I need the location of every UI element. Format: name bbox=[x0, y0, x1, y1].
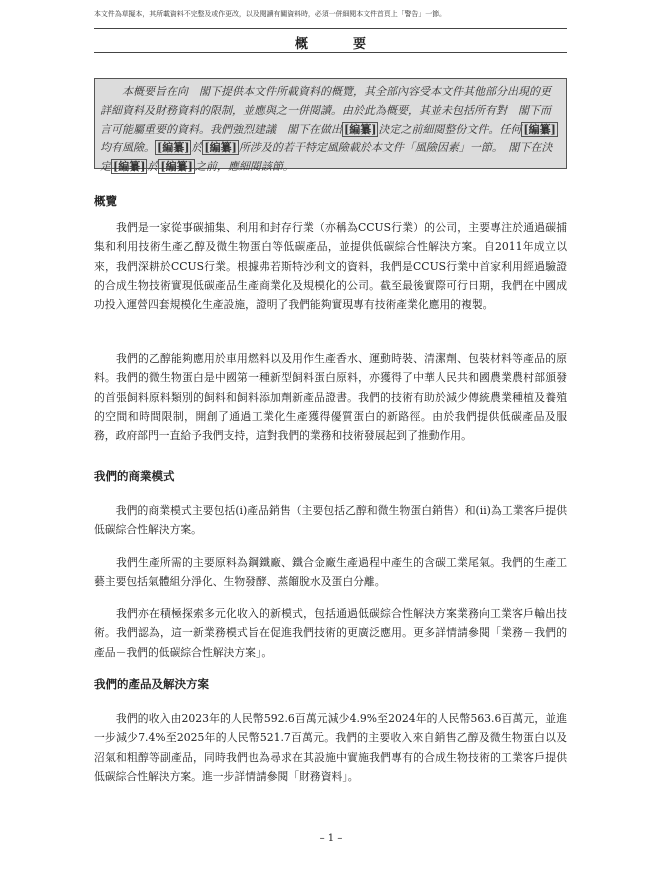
title-divider bbox=[94, 52, 567, 53]
section-heading-business-model: 我們的商業模式 bbox=[94, 469, 175, 483]
draft-warning-note: 本文件為草擬本，其所載資料不完整及或作更改，以及閱讀有關資料時，必須一併細閱本文件首頁上「警告」一節。 bbox=[94, 10, 446, 18]
page-title: 概 要 bbox=[294, 37, 382, 52]
overview-paragraph-2: 我們的乙醇能夠應用於車用燃料以及用作生產香水、運動時裝、清潔劑、包裝材料等產品的原料。我們的微生物蛋白是中國第一種新型飼料蛋白原料，亦獲得了中華人民共和國農業農村部頒發的首張飼料原料類別的飼料和飼料添加劑新產品證書。我們的技術有助於減少傳統農業種植及養殖的空間和時間限制，開創了通過工業化生產獲得優質蛋白的新路徑。由於我們提供低碳產品及服務，政府部門一直給予我們支持，這對我們的業務和技術發展起到了推動作用。 bbox=[94, 352, 567, 443]
page-number: – 1 – bbox=[319, 833, 343, 844]
redacted-tag: [編纂] bbox=[113, 160, 146, 174]
section-heading-products: 我們的產品及解決方案 bbox=[94, 677, 209, 691]
redacted-tag: [編纂] bbox=[157, 141, 190, 155]
section-heading-overview: 概覽 bbox=[94, 194, 117, 208]
overview-paragraph-1: 我們是一家從事碳捕集、利用和封存行業（亦稱為CCUS行業）的公司，主要專注於通過碳捕集和利用技術生產乙醇及微生物蛋白等低碳產品，並提供低碳綜合性解決方案。自2011年成立以來，我們深耕於CCUS行業。根據弗若斯特沙利文的資料，我們是CCUS行業中首家利用經過驗證的合成生物技術實現低碳產品生產商業化及規模化的公司。截至最後實際可行日期，我們在中國成功投入運營四套規模化生產設施，證明了我們能夠實現專有技術產業化應用的複製。 bbox=[94, 221, 567, 312]
redacted-tag: [編纂] bbox=[160, 160, 193, 174]
business-model-paragraph-2: 我們生產所需的主要原料為鋼鐵廠、鐵合金廠生產過程中產生的含碳工業尾氣。我們的生產工藝主要包括氣體組分淨化、生物發酵、蒸餾脫水及蛋白分離。 bbox=[94, 556, 567, 589]
business-model-paragraph-3: 我們亦在積極探索多元化收入的新模式，包括通過低碳綜合性解決方案業務向工業客戶輸出技術。我們認為，這一新業務模式旨在促進我們技術的更廣泛應用。更多詳情請參閱「業務－我們的產品－我們的低碳綜合性解決方案」。 bbox=[94, 607, 567, 659]
redacted-tag: [編纂] bbox=[204, 141, 237, 155]
summary-notice-text: 本概要旨在向 閣下提供本文件所載資料的概覽，其全部內容受本文件其他部分出現的更詳細資料及財務資料的限制，並應與之一併閱讀。由於此為概要，其並未包括所有對 閣下而言可能屬重要的資料。我們強烈建議 閣下在做出 [編纂] 決定之前細閱整份文件。任何 [編纂]均有風險。 [編纂] 於 [編纂] 所涉及的若干特定風險載於本文件「風險因素」一節。 閣下在決定 [編纂] 於 [編纂] 之前，應細閱該節。 bbox=[100, 85, 556, 174]
business-model-paragraph-1: 我們的商業模式主要包括(i)產品銷售（主要包括乙醇和微生物蛋白銷售）和(ii)為工業客戶提供低碳綜合性解決方案。 bbox=[94, 504, 567, 537]
top-divider bbox=[94, 28, 567, 29]
products-paragraph-1: 我們的收入由2023年的人民幣592.6百萬元減少4.9%至2024年的人民幣563.6百萬元，並進一步減少7.4%至2025年的人民幣521.7百萬元。我們的主要收入來自銷售乙醇及微生物蛋白以及沼氣和粗醇等副產品，同時我們也為尋求在其設施中實施我們專有的合成生物技術的工業客戶提供低碳綜合性解決方案。進一步詳情請參閱「財務資料」。 bbox=[94, 712, 567, 783]
redacted-tag: [編纂] bbox=[344, 122, 377, 136]
summary-notice-box bbox=[94, 78, 567, 174]
redacted-tag: [編纂] bbox=[523, 122, 556, 136]
